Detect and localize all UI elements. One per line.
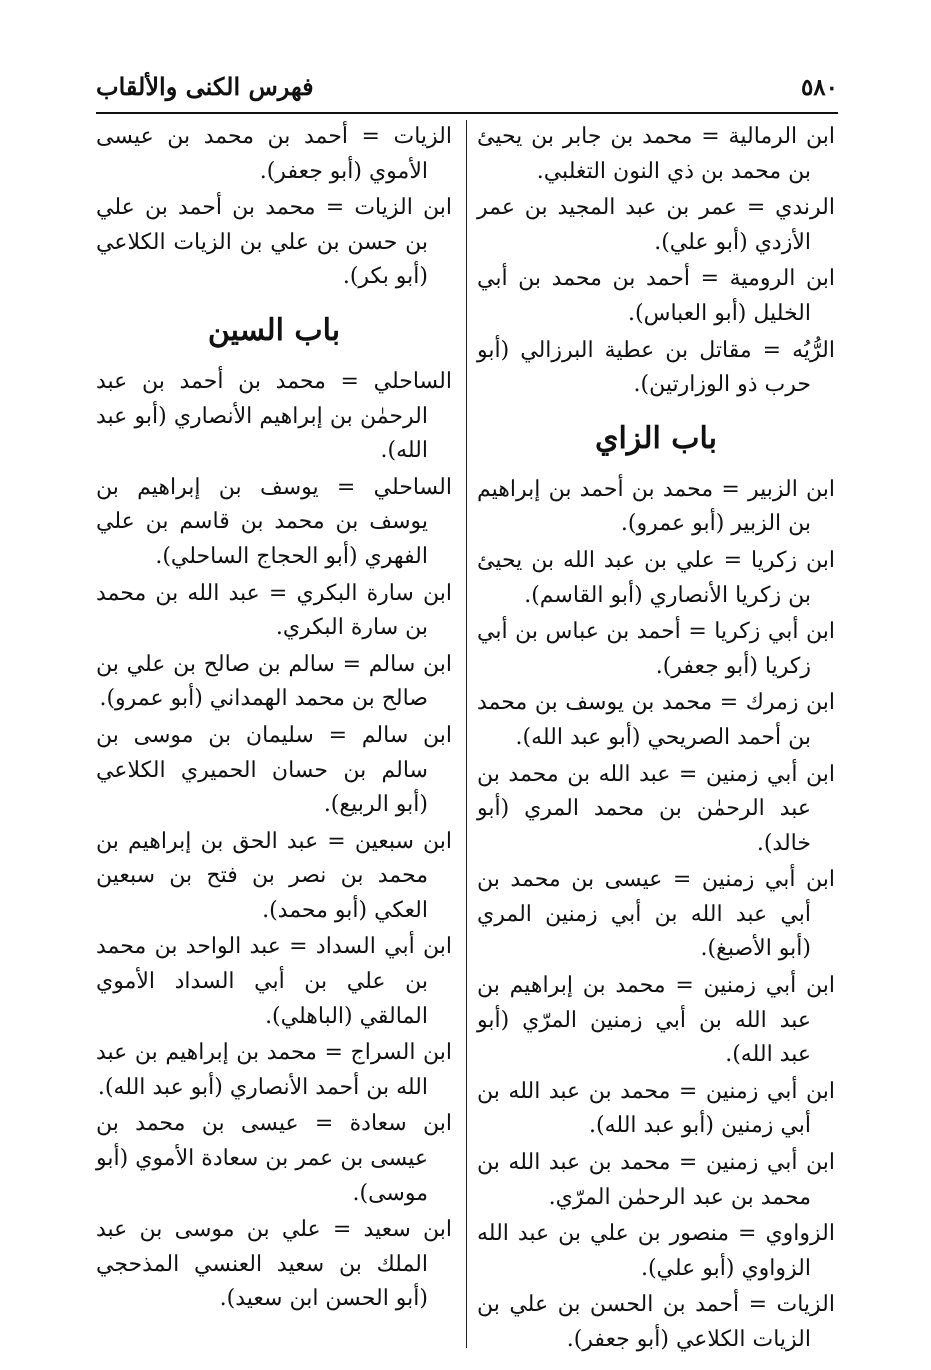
right-column (477, 120, 835, 1360)
column-divider (466, 120, 467, 1348)
index-entry: ابن أبي زمنين = عبد الله بن محمد بن عبد الرحمٰن بن محمد المري (أبو خالد). (477, 761, 835, 856)
index-entry: الساحلي = محمد بن أحمد بن عبد الرحمٰن بن إبراهيم الأنصاري (أبو عبد الله). (96, 368, 452, 464)
index-entry: ابن أبي السداد = عبد الواحد بن محمد بن علي بن أبي السداد الأموي المالقي (الباهلي). (96, 934, 452, 1029)
page-header (96, 68, 838, 114)
index-entry: ابن أبي زمنين = محمد بن عبد الله بن أبي زمنين (أبو عبد الله). (477, 1078, 835, 1139)
index-entry: الساحلي = يوسف بن إبراهيم بن يوسف بن محمد بن قاسم بن علي الفهري (أبو الحجاج الساحلي). (96, 474, 452, 569)
index-entry: ابن زكريا = علي بن عبد الله بن يحيئ بن زكريا الأنصاري (أبو القاسم). (477, 547, 835, 608)
index-entry: ابن السراج = محمد بن إبراهيم بن عبد الله بن أحمد الأنصاري (أبو عبد الله). (96, 1040, 452, 1100)
page-number: ٥٨٠ (800, 74, 838, 101)
index-entry: ابن سعيد = علي بن موسى بن عبد الملك بن سعيد العنسي المذحجي (أبو الحسن ابن سعيد). (96, 1217, 452, 1312)
section-heading: باب السين (207, 312, 341, 348)
index-entry: ابن الزيات = محمد بن أحمد بن علي بن حسن بن علي بن الزيات الكلاعي (أبو بكر). (96, 195, 452, 290)
section-heading: باب الزاي (594, 420, 718, 456)
index-entry: ابن زمرك = محمد بن يوسف بن محمد بن أحمد الصريحي (أبو عبد الله). (477, 690, 835, 750)
index-entry: ابن سالم = سليمان بن موسى بن سالم بن حسان الحميري الكلاعي (أبو الربيع). (96, 722, 452, 818)
index-entry: ابن أبي زمنين = عيسى بن محمد بن أبي عبد الله بن أبي زمنين المري (أبو الأصبغ). (477, 867, 836, 962)
index-entry: ابن سبعين = عبد الحق بن إبراهيم بن محمد بن نصر بن فتح بن سبعين العكي (أبو محمد). (96, 828, 452, 923)
index-entry: ابن الرومية = أحمد بن محمد بن أبي الخليل (أبو العباس). (477, 266, 835, 326)
index-entry: ابن سالم = سالم بن صالح بن علي بن صالح بن محمد الهمداني (أبو عمرو). (96, 651, 452, 712)
running-title: فهرس الكنى والألقاب (96, 72, 314, 101)
index-entry: ابن الزبير = محمد بن أحمد بن إبراهيم بن الزبير (أبو عمرو). (477, 476, 835, 537)
index-entry: الزواوي = منصور بن علي بن عبد الله الزواوي (أبو علي). (477, 1221, 835, 1281)
index-entry: ابن سعادة = عيسى بن محمد بن عيسى بن عمر بن سعادة الأموي (أبو موسى). (96, 1111, 452, 1206)
index-entry: الرندي = عمر بن عبد المجيد بن عمر الأزدي (أبو علي). (477, 195, 835, 255)
index-entry: ابن أبي زمنين = محمد بن إبراهيم بن عبد الله بن أبي زمنين المرّي (أبو عبد الله). (477, 973, 835, 1068)
index-entry: الزيات = أحمد بن محمد بن عيسى الأموي (أبو جعفر). (96, 124, 452, 184)
index-entry: ابن سارة البكري = عبد الله بن محمد بن سارة البكري. (96, 580, 452, 641)
index-entry: الرُّيُه = مقاتل بن عطية البرزالي (أبو حرب ذو الوزارتين). (477, 337, 835, 398)
index-entry: ابن أبي زمنين = محمد بن عبد الله بن محمد بن عبد الرحمٰن المرّي. (477, 1150, 835, 1210)
index-entry: ابن أبي زكريا = أحمد بن عباس بن أبي زكريا (أبو جعفر). (477, 619, 835, 679)
index-entry: ابن الرمالية = محمد بن جابر بن يحيئ بن محمد بن ذي النون التغلبي. (477, 124, 835, 184)
index-entry: الزيات = أحمد بن الحسن بن علي بن الزيات الكلاعي (أبو جعفر). (477, 1292, 835, 1352)
left-column (96, 120, 452, 1319)
